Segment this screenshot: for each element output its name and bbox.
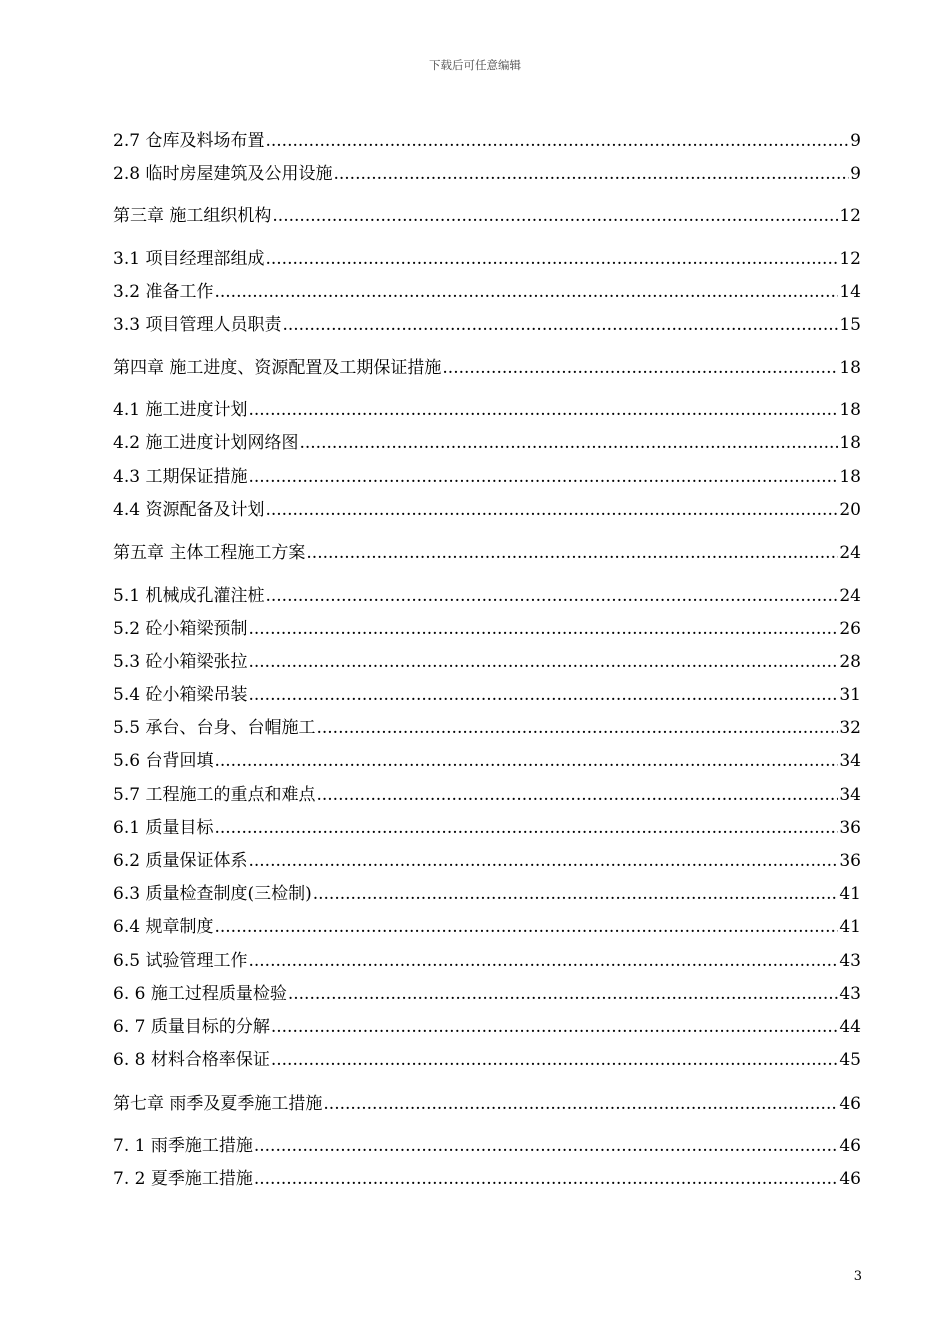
toc-label: 6.5 试验管理工作 xyxy=(113,951,248,971)
toc-page: 32 xyxy=(839,718,861,738)
toc-label: 6.1 质量目标 xyxy=(113,818,214,838)
toc-leader xyxy=(248,950,838,972)
toc-label: 5.5 承台、台身、台帽施工 xyxy=(113,718,316,738)
toc-page: 46 xyxy=(839,1136,861,1156)
toc-page: 46 xyxy=(839,1169,861,1189)
toc-page: 28 xyxy=(839,652,861,672)
toc-label: 4.4 资源配备及计划 xyxy=(113,500,265,520)
toc-entry-4-3[interactable] xyxy=(113,466,861,488)
toc-label: 5.6 台背回填 xyxy=(113,751,214,771)
toc-leader xyxy=(288,983,839,1005)
toc-leader xyxy=(214,916,838,938)
toc-entry-6-8[interactable] xyxy=(113,1049,861,1071)
toc-page: 24 xyxy=(839,586,861,606)
toc-page: 14 xyxy=(839,282,861,302)
toc-page: 9 xyxy=(850,131,861,151)
toc-page: 24 xyxy=(839,543,861,563)
toc-leader xyxy=(271,1016,839,1038)
toc-page: 44 xyxy=(839,1017,861,1037)
toc-label: 4.3 工期保证措施 xyxy=(113,467,248,487)
toc-leader xyxy=(282,314,838,336)
toc-page: 34 xyxy=(839,785,861,805)
toc-entry-3-1[interactable] xyxy=(113,248,861,270)
toc-label: 第四章 施工进度、资源配置及工期保证措施 xyxy=(113,358,442,378)
toc-label: 2.8 临时房屋建筑及公用设施 xyxy=(113,164,333,184)
toc-page: 9 xyxy=(850,164,861,184)
toc-leader xyxy=(313,883,839,905)
toc-page: 18 xyxy=(839,358,861,378)
toc-entry-5-5[interactable] xyxy=(113,717,861,739)
toc-page: 36 xyxy=(839,818,861,838)
toc-label: 6. 6 施工过程质量检验 xyxy=(113,984,287,1004)
toc-leader xyxy=(254,1168,839,1190)
toc-page: 36 xyxy=(839,851,861,871)
toc-leader xyxy=(265,248,838,270)
toc-label: 5.1 机械成孔灌注桩 xyxy=(113,586,265,606)
toc-leader xyxy=(316,784,838,806)
toc-entry-chapter-7[interactable] xyxy=(113,1093,861,1115)
toc-label: 4.2 施工进度计划网络图 xyxy=(113,433,299,453)
toc-page: 12 xyxy=(839,249,861,269)
toc-leader xyxy=(248,466,838,488)
toc-leader xyxy=(248,651,838,673)
toc-label: 6. 8 材料合格率保证 xyxy=(113,1050,270,1070)
toc-label: 7. 1 雨季施工措施 xyxy=(113,1136,253,1156)
toc-entry-5-1[interactable] xyxy=(113,585,861,607)
toc-label: 第五章 主体工程施工方案 xyxy=(113,543,306,563)
toc-label: 6.4 规章制度 xyxy=(113,917,214,937)
toc-leader xyxy=(333,163,849,185)
toc-entry-2-8[interactable] xyxy=(113,163,861,185)
toc-page: 43 xyxy=(839,951,861,971)
toc-leader xyxy=(265,585,838,607)
toc-entry-4-2[interactable] xyxy=(113,432,861,454)
toc-leader xyxy=(272,205,838,227)
toc-label: 5.3 砼小箱梁张拉 xyxy=(113,652,248,672)
toc-leader xyxy=(248,684,838,706)
toc-leader xyxy=(248,850,838,872)
toc-leader xyxy=(299,432,838,454)
toc-page: 20 xyxy=(839,500,861,520)
toc-entry-5-4[interactable] xyxy=(113,684,861,706)
toc-entry-5-2[interactable] xyxy=(113,618,861,640)
toc-leader xyxy=(265,499,838,521)
toc-leader xyxy=(248,618,838,640)
toc-entry-6-3[interactable] xyxy=(113,883,861,905)
toc-page: 43 xyxy=(839,984,861,1004)
toc-entry-6-7[interactable] xyxy=(113,1016,861,1038)
toc-entry-chapter-5[interactable] xyxy=(113,542,861,564)
toc-entry-6-4[interactable] xyxy=(113,916,861,938)
toc-entry-6-2[interactable] xyxy=(113,850,861,872)
toc-leader xyxy=(442,357,838,379)
toc-label: 6. 7 质量目标的分解 xyxy=(113,1017,270,1037)
toc-leader xyxy=(248,399,838,421)
toc-entry-3-3[interactable] xyxy=(113,314,861,336)
toc-label: 3.3 项目管理人员职责 xyxy=(113,315,282,335)
toc-page: 15 xyxy=(839,315,861,335)
toc-page: 46 xyxy=(839,1094,861,1114)
toc-label: 第七章 雨季及夏季施工措施 xyxy=(113,1094,323,1114)
toc-leader xyxy=(271,1049,839,1071)
toc-entry-5-7[interactable] xyxy=(113,784,861,806)
toc-leader xyxy=(265,130,849,152)
toc-leader xyxy=(323,1093,838,1115)
toc-label: 5.4 砼小箱梁吊装 xyxy=(113,685,248,705)
toc-label: 3.2 准备工作 xyxy=(113,282,214,302)
toc-label: 6.2 质量保证体系 xyxy=(113,851,248,871)
toc-page: 26 xyxy=(839,619,861,639)
toc-entry-7-2[interactable] xyxy=(113,1168,861,1190)
toc-label: 5.7 工程施工的重点和难点 xyxy=(113,785,316,805)
toc-label: 3.1 项目经理部组成 xyxy=(113,249,265,269)
toc-label: 2.7 仓库及料场布置 xyxy=(113,131,265,151)
toc-entry-4-4[interactable] xyxy=(113,499,861,521)
page-header: 下载后可任意编辑 xyxy=(429,58,521,72)
toc-leader xyxy=(306,542,838,564)
toc-label: 第三章 施工组织机构 xyxy=(113,206,272,226)
toc-page: 18 xyxy=(839,467,861,487)
toc-entry-2-7[interactable] xyxy=(113,130,861,152)
toc-entry-chapter-4[interactable] xyxy=(113,357,861,379)
toc-entry-6-5[interactable] xyxy=(113,950,861,972)
toc-entry-5-6[interactable] xyxy=(113,750,861,772)
toc-page: 18 xyxy=(839,400,861,420)
toc-label: 7. 2 夏季施工措施 xyxy=(113,1169,253,1189)
toc-leader xyxy=(254,1135,839,1157)
toc-entry-7-1[interactable] xyxy=(113,1135,861,1157)
toc-entry-4-1[interactable] xyxy=(113,399,861,421)
toc-entry-chapter-3[interactable] xyxy=(113,205,861,227)
toc-page: 45 xyxy=(839,1050,861,1070)
toc-page: 18 xyxy=(839,433,861,453)
toc-leader xyxy=(316,717,838,739)
toc-entry-6-1[interactable] xyxy=(113,817,861,839)
toc-label: 5.2 砼小箱梁预制 xyxy=(113,619,248,639)
toc-page: 31 xyxy=(839,685,861,705)
page-number: 3 xyxy=(853,1269,862,1284)
toc-label: 6.3 质量检查制度(三检制) xyxy=(113,884,312,904)
toc-leader xyxy=(214,817,838,839)
toc-page: 34 xyxy=(839,751,861,771)
toc-leader xyxy=(214,281,838,303)
toc-leader xyxy=(214,750,838,772)
toc-entry-5-3[interactable] xyxy=(113,651,861,673)
toc-entry-6-6[interactable] xyxy=(113,983,861,1005)
toc-label: 4.1 施工进度计划 xyxy=(113,400,248,420)
toc-page: 12 xyxy=(839,206,861,226)
toc-page: 41 xyxy=(839,917,861,937)
toc-page: 41 xyxy=(839,884,861,904)
toc-entry-3-2[interactable] xyxy=(113,281,861,303)
